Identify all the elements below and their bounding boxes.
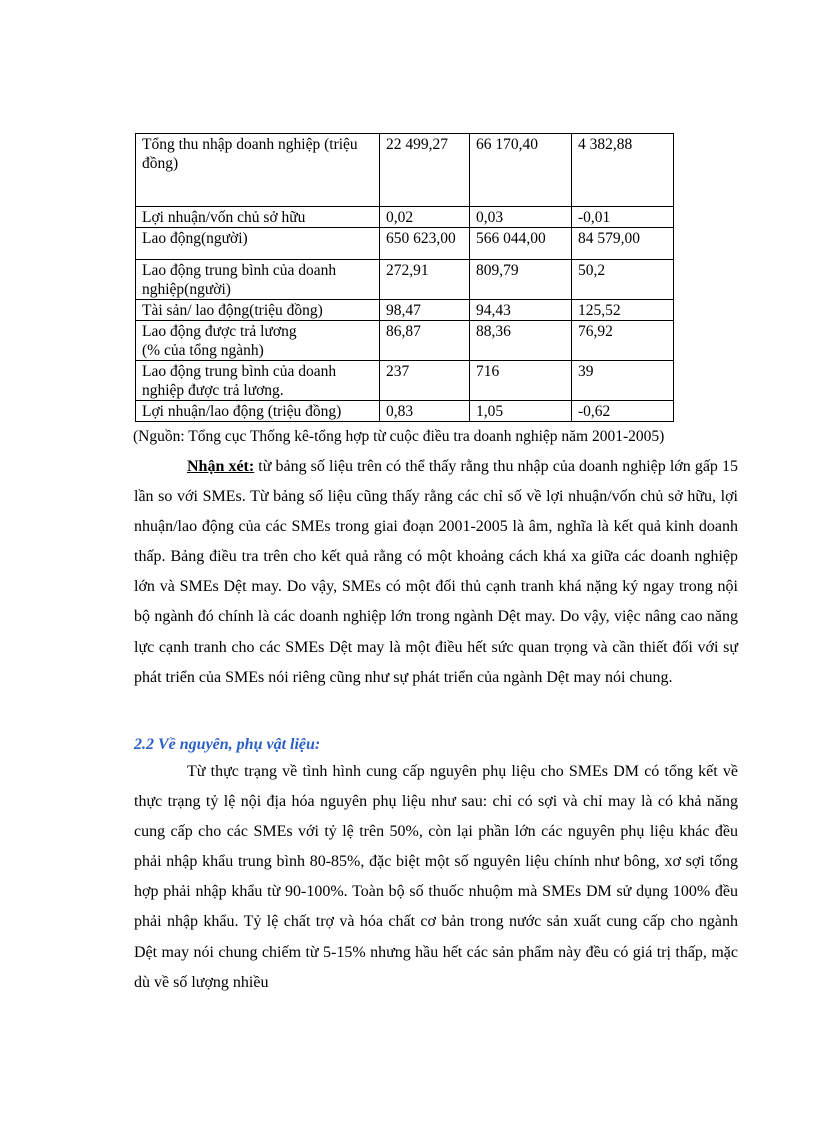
row-label: Lao động trung bình của doanh nghiệp(người) <box>136 260 380 300</box>
table-row <box>136 300 674 321</box>
remark-label: Nhận xét: <box>187 458 255 475</box>
remark-text: từ bảng số liệu trên có thể thấy rằng thu nhập của doanh nghiệp lớn gấp 15 lần so với SMEs. Từ bảng số liệu cũng thấy rằng các chỉ số về lợi nhuận/vốn chủ sở hữu, lợi nhuận/lao động của các SMEs trong giai đoạn 2001-2005 là âm, nghĩa là kết quả kinh doanh thấp. Bảng điều tra trên cho kết quả rằng có một khoảng cách khá xa giữa các doanh nghiệp lớn và SMEs Dệt may. Do vậy, SMEs có một đối thủ cạnh tranh khá nặng ký ngay trong nội bộ ngành đó chính là các doanh nghiệp lớn trong ngành Dệt may. Do vậy, việc nâng cao năng lực cạnh tranh cho các SMEs Dệt may là một điều hết sức quan trọng và cần thiết đối với sự phát triển của SMEs nói riêng cũng như sự phát triển của ngành Dệt may nói chung. <box>134 458 739 686</box>
row-label: Tài sản/ lao động(triệu đồng) <box>136 300 380 321</box>
table-row <box>136 401 674 422</box>
row-label: Lao động(người) <box>136 228 380 260</box>
row-label: Lợi nhuận/vốn chủ sở hữu <box>136 207 380 228</box>
value-col3: -0,01 <box>572 207 674 228</box>
row-label: Lao động được trả lương (% của tổng ngành) <box>136 321 380 361</box>
value-col2: 1,05 <box>470 401 572 422</box>
section-heading: 2.2 Về nguyên, phụ vật liệu: <box>134 736 321 753</box>
value-col2: 0,03 <box>470 207 572 228</box>
value-col2: 88,36 <box>470 321 572 361</box>
value-col1: 0,02 <box>380 207 470 228</box>
table-row <box>136 134 674 207</box>
remark-paragraph <box>134 452 738 693</box>
table-row <box>136 207 674 228</box>
value-col1: 0,83 <box>380 401 470 422</box>
row-label: Tổng thu nhập doanh nghiệp (triệu đồng) <box>136 134 380 207</box>
table-row <box>136 321 674 361</box>
value-col1: 86,87 <box>380 321 470 361</box>
table-row <box>136 260 674 300</box>
value-col1: 237 <box>380 361 470 401</box>
value-col1: 98,47 <box>380 300 470 321</box>
value-col3: -0,62 <box>572 401 674 422</box>
value-col3: 4 382,88 <box>572 134 674 207</box>
statistics-table <box>135 133 674 422</box>
value-col2: 94,43 <box>470 300 572 321</box>
value-col1: 22 499,27 <box>380 134 470 207</box>
value-col2: 566 044,00 <box>470 228 572 260</box>
value-col3: 84 579,00 <box>572 228 674 260</box>
value-col1: 650 623,00 <box>380 228 470 260</box>
row-label: Lao động trung bình của doanh nghiệp được trả lương. <box>136 361 380 401</box>
table-row <box>136 361 674 401</box>
table-row <box>136 228 674 260</box>
row-label: Lợi nhuận/lao động (triệu đồng) <box>136 401 380 422</box>
value-col2: 809,79 <box>470 260 572 300</box>
value-col2: 716 <box>470 361 572 401</box>
value-col3: 50,2 <box>572 260 674 300</box>
value-col3: 39 <box>572 361 674 401</box>
source-note: (Nguồn: Tổng cục Thống kê-tổng hợp từ cuộc điều tra doanh nghiệp năm 2001-2005) <box>133 428 665 445</box>
value-col1: 272,91 <box>380 260 470 300</box>
value-col2: 66 170,40 <box>470 134 572 207</box>
value-col3: 125,52 <box>572 300 674 321</box>
value-col3: 76,92 <box>572 321 674 361</box>
materials-paragraph: Từ thực trạng về tình hình cung cấp nguyên phụ liệu cho SMEs DM có tổng kết về thực trạng tỷ lệ nội địa hóa nguyên phụ liệu như sau: chỉ có sợi và chỉ may là có khả năng cung cấp cho các SMEs với tỷ lệ trên 50%, còn lại phần lớn các nguyên phụ liệu khác đều phải nhập khẩu trung bình 80-85%, đặc biệt một số nguyên liệu chính như bông, xơ sợi tổng hợp phải nhập khẩu từ 90-100%. Toàn bộ số thuốc nhuộm mà SMEs DM sử dụng 100% đều phải nhập khẩu. Tỷ lệ chất trợ và hóa chất cơ bản trong nước sản xuất cung cấp cho ngành Dệt may nói chung chiếm từ 5-15% nhưng hầu hết các sản phẩm này đều có giá trị thấp, mặc dù về số lượng nhiều <box>134 763 738 991</box>
